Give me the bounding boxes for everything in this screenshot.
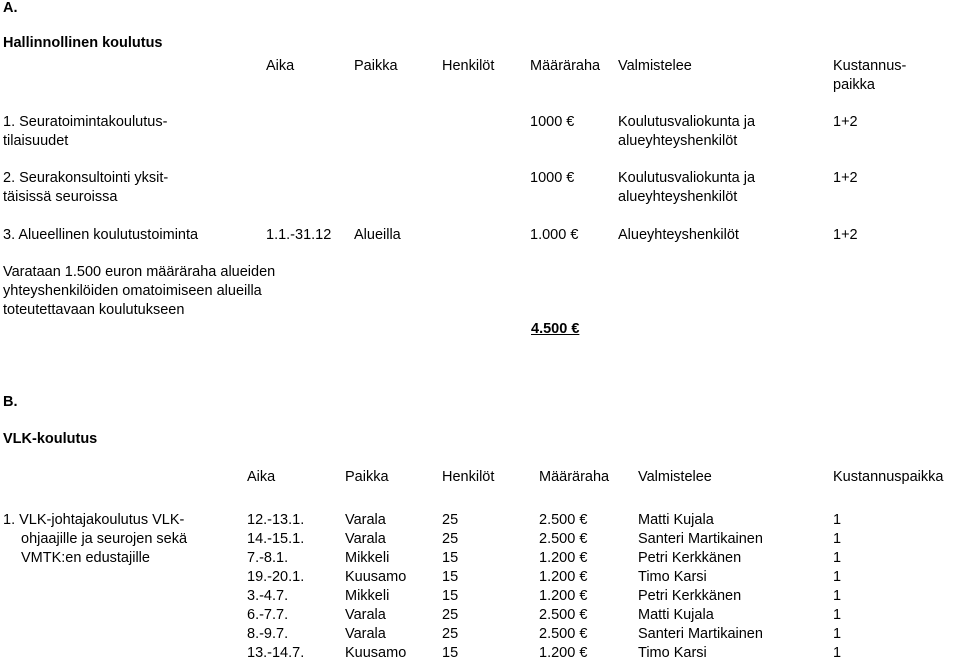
row-henkilot: 25 <box>442 531 459 547</box>
row-aika: 12.-13.1. <box>247 512 305 528</box>
row-valmistelee-line2: alueyhteyshenkilöt <box>618 133 738 149</box>
row-aika: 19.-20.1. <box>247 569 305 585</box>
row-aika: 13.-14.7. <box>247 645 305 661</box>
header-kustannuspaikka: Kustannuspaikka <box>833 469 944 485</box>
header-valmistelee: Valmistelee <box>638 469 712 485</box>
row-kustannuspaikka: 1 <box>833 569 842 585</box>
course-name-line: 1. VLK-johtajakoulutus VLK- <box>3 512 185 528</box>
header-henkilot: Henkilöt <box>442 58 495 74</box>
row-maararaha: 1000 € <box>530 170 575 186</box>
row-aika: 14.-15.1. <box>247 531 305 547</box>
note-line: toteutettavaan koulutukseen <box>3 302 185 318</box>
row-paikka: Kuusamo <box>345 645 407 661</box>
row-name-line1: 1. Seuratoimintakoulutus- <box>3 114 168 130</box>
row-maararaha: 1000 € <box>530 114 575 130</box>
row-kustannuspaikka: 1 <box>833 550 842 566</box>
header-kustannuspaikka-line2: paikka <box>833 77 875 93</box>
row-henkilot: 25 <box>442 512 459 528</box>
row-valmistelee: Santeri Martikainen <box>638 626 763 642</box>
row-paikka: Varala <box>345 531 386 547</box>
row-henkilot: 15 <box>442 550 459 566</box>
row-paikka: Kuusamo <box>345 569 407 585</box>
row-name-line2: täisissä seuroissa <box>3 189 118 205</box>
row-maararaha: 2.500 € <box>539 531 588 547</box>
note-line: Varataan 1.500 euron määräraha alueiden <box>3 264 276 280</box>
row-kustannuspaikka: 1 <box>833 512 842 528</box>
row-aika: 1.1.-31.12 <box>266 227 332 243</box>
section-a-letter: A. <box>3 0 18 16</box>
note-line: yhteyshenkilöiden omatoimiseen alueilla <box>3 283 262 299</box>
row-valmistelee: Petri Kerkkänen <box>638 588 742 604</box>
row-kustannuspaikka: 1 <box>833 531 842 547</box>
row-paikka: Varala <box>345 607 386 623</box>
row-kustannuspaikka: 1 <box>833 607 842 623</box>
header-henkilot: Henkilöt <box>442 469 495 485</box>
row-maararaha: 1.200 € <box>539 550 588 566</box>
row-maararaha: 1.200 € <box>539 569 588 585</box>
row-paikka: Varala <box>345 512 386 528</box>
row-aika: 8.-9.7. <box>247 626 289 642</box>
row-maararaha: 1.200 € <box>539 588 588 604</box>
row-henkilot: 25 <box>442 607 459 623</box>
section-a-total: 4.500 € <box>531 321 580 337</box>
row-paikka: Alueilla <box>354 227 401 243</box>
header-paikka: Paikka <box>354 58 398 74</box>
row-valmistelee: Petri Kerkkänen <box>638 550 742 566</box>
row-henkilot: 25 <box>442 626 459 642</box>
row-paikka: Mikkeli <box>345 550 390 566</box>
row-maararaha: 2.500 € <box>539 626 588 642</box>
row-maararaha: 2.500 € <box>539 607 588 623</box>
row-kustannuspaikka: 1 <box>833 588 842 604</box>
row-paikka: Mikkeli <box>345 588 390 604</box>
row-valmistelee: Timo Karsi <box>638 569 707 585</box>
row-valmistelee-line2: alueyhteyshenkilöt <box>618 189 738 205</box>
row-maararaha: 2.500 € <box>539 512 588 528</box>
row-aika: 7.-8.1. <box>247 550 289 566</box>
header-valmistelee: Valmistelee <box>618 58 692 74</box>
row-aika: 6.-7.7. <box>247 607 289 623</box>
row-valmistelee: Matti Kujala <box>638 607 714 623</box>
row-valmistelee: Timo Karsi <box>638 645 707 661</box>
row-maararaha: 1.000 € <box>530 227 579 243</box>
row-kustannuspaikka: 1+2 <box>833 170 858 186</box>
row-valmistelee: Santeri Martikainen <box>638 531 763 547</box>
row-henkilot: 15 <box>442 588 459 604</box>
row-name-line1: 3. Alueellinen koulutustoiminta <box>3 227 199 243</box>
row-valmistelee-line1: Koulutusvaliokunta ja <box>618 114 756 130</box>
header-aika: Aika <box>266 58 295 74</box>
row-kustannuspaikka: 1+2 <box>833 227 858 243</box>
row-henkilot: 15 <box>442 645 459 661</box>
row-henkilot: 15 <box>442 569 459 585</box>
header-maararaha: Määräraha <box>530 58 601 74</box>
header-aika: Aika <box>247 469 276 485</box>
row-maararaha: 1.200 € <box>539 645 588 661</box>
row-aika: 3.-4.7. <box>247 588 289 604</box>
row-paikka: Varala <box>345 626 386 642</box>
row-valmistelee: Matti Kujala <box>638 512 714 528</box>
row-kustannuspaikka: 1 <box>833 645 842 661</box>
course-name-line: ohjaajille ja seurojen sekä <box>21 531 188 547</box>
row-name-line1: 2. Seurakonsultointi yksit- <box>3 170 169 186</box>
row-kustannuspaikka: 1+2 <box>833 114 858 130</box>
row-kustannuspaikka: 1 <box>833 626 842 642</box>
section-b-letter: B. <box>3 394 18 410</box>
course-name-line: VMTK:en edustajille <box>21 550 150 566</box>
row-valmistelee-line1: Alueyhteyshenkilöt <box>618 227 739 243</box>
section-a-title: Hallinnollinen koulutus <box>3 35 163 51</box>
header-kustannuspaikka-line1: Kustannus- <box>833 58 907 74</box>
row-valmistelee-line1: Koulutusvaliokunta ja <box>618 170 756 186</box>
row-name-line2: tilaisuudet <box>3 133 69 149</box>
header-maararaha: Määräraha <box>539 469 610 485</box>
section-b-title: VLK-koulutus <box>3 431 98 447</box>
header-paikka: Paikka <box>345 469 389 485</box>
